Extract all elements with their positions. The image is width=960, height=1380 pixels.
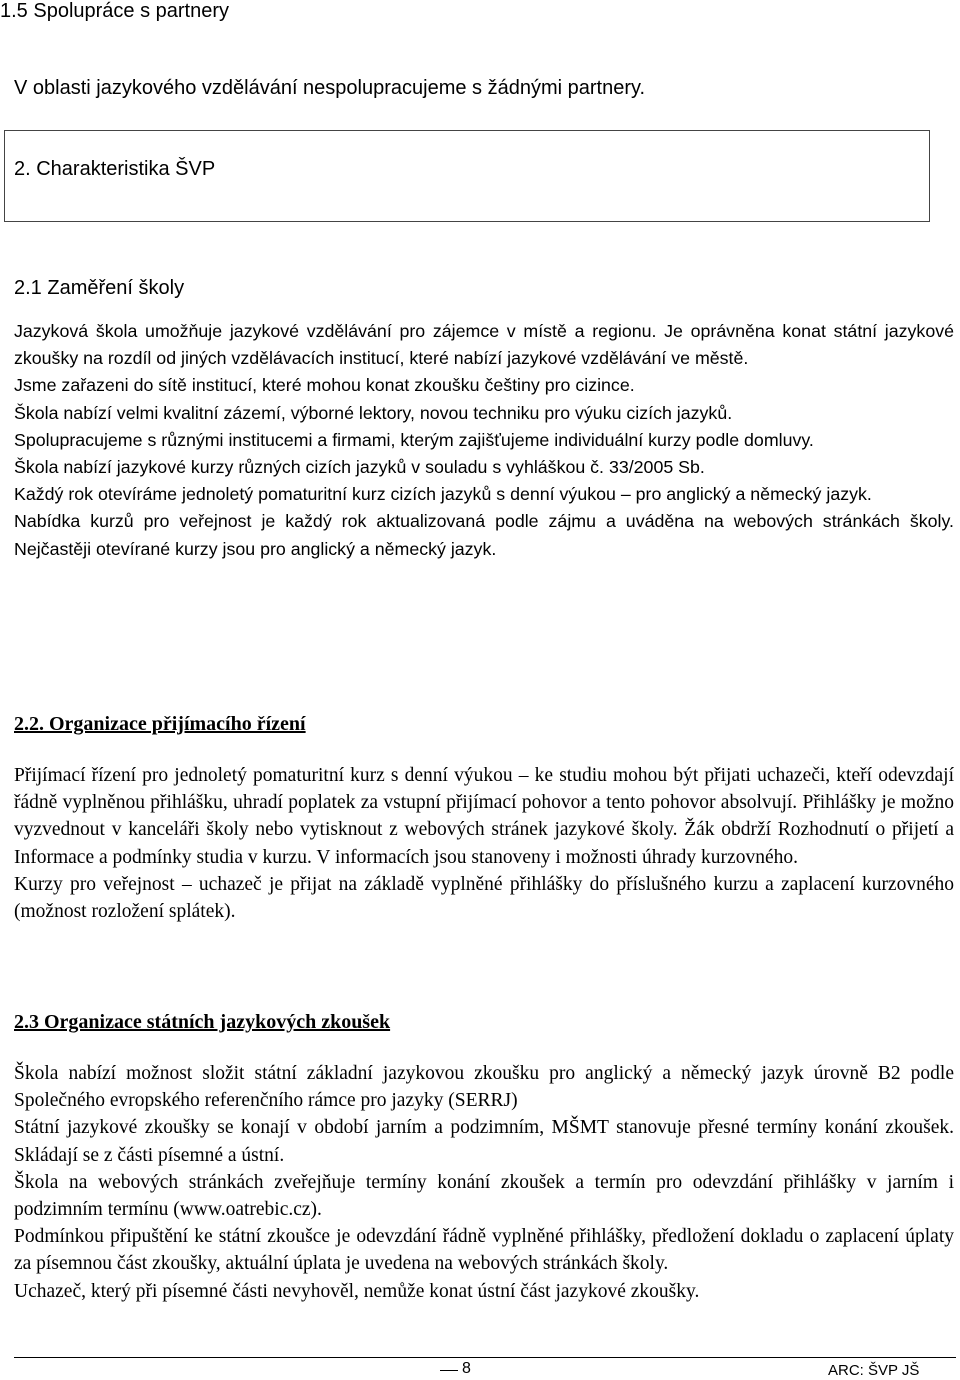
paragraph: Uchazeč, který při písemné části nevyhověl, nemůže konat ústní část jazykové zkoušky. <box>14 1280 700 1302</box>
section-heading-2-2: 2.2. Organizace přijímacího řízení <box>14 713 306 735</box>
paragraph: Státní jazykové zkoušky se konají v období jarním a podzimním, MŠMT stanovuje přesné termíny konání zkoušek. Skládají se z části písemné a ústní. <box>14 1117 954 1166</box>
section-heading-2-1: 2.1 Zaměření školy <box>14 277 185 299</box>
section-body-2-2 <box>14 762 954 925</box>
paragraph: Škola nabízí velmi kvalitní zázemí, výborné lektory, novou techniku pro výuku cizích jazyků. <box>14 402 733 423</box>
section-text-1-5: V oblasti jazykového vzdělávání nespolupracujeme s žádnými partnery. <box>14 77 646 99</box>
paragraph: Jsme zařazeni do sítě institucí, které mohou konat zkoušku češtiny pro cizince. <box>14 375 635 396</box>
paragraph: Podmínkou připuštění ke státní zkoušce je odevzdání řádně vyplněné přihlášky, předložení dokladu o zaplacení úplaty za písemnou část zkoušky, aktuální úplata je uvedena na webových stránkách školy. <box>14 1226 954 1275</box>
section-heading-1-5: 1.5 Spolupráce s partnery <box>0 0 230 22</box>
paragraph: Spolupracujeme s různými institucemi a firmami, kterým zajišťujeme individuální kurzy podle domluvy. <box>14 429 814 450</box>
paragraph: Přijímací řízení pro jednoletý pomaturitní kurz s denní výukou – ke studiu mohou být přijati uchazeči, kteří odevzdají řádně vyplněnou přihlášku, uhradí poplatek za vstupní přijímací pohovor a tento pohovor absolvují. Přihlášky je možno vyzvednout v kanceláři školy nebo vytisknout z webových stránek jazykové školy. Žák obdrží Rozhodnutí o přijetí a Informace a podmínky studia v kurzu. V informacích jsou stanoveny i možnosti úhrady kurzovného. <box>14 765 954 868</box>
paragraph: Škola nabízí možnost složit státní základní jazykovou zkoušku pro anglický a německý jazyk úrovně B2 podle Společného evropského referenčního rámce pro jazyky (SERRJ) <box>14 1063 954 1112</box>
section-body-2-1 <box>14 318 954 563</box>
paragraph: Škola na webových stránkách zveřejňuje termíny konání zkoušek a termín pro odevzdání přihlášky v jarním i podzimním termínu (www.oatrebic.cz). <box>14 1171 954 1221</box>
footer-rule <box>14 1357 956 1358</box>
page-number: 8 <box>462 1360 471 1377</box>
paragraph: Každý rok otevíráme jednoletý pomaturitní kurz cizích jazyků s denní výukou – pro anglický a německý jazyk. <box>14 484 872 505</box>
paragraph: Kurzy pro veřejnost – uchazeč je přijat na základě vyplněné přihlášky do příslušného kurzu a zaplacení kurzovného (možnost rozložení splátek). <box>14 873 954 923</box>
footer-label: ARC: ŠVP JŠ <box>828 1362 920 1379</box>
paragraph: Nabídka kurzů pro veřejnost je každý rok aktualizovaná podle zájmu a uváděna na webových stránkách školy. Nejčastěji otevírané kurzy jsou pro anglický a německý jazyk. <box>14 511 954 559</box>
section-heading-2-3: 2.3 Organizace státních jazykových zkoušek <box>14 1011 391 1033</box>
paragraph: Jazyková škola umožňuje jazykové vzdělávání pro zájemce v místě a regionu. Je oprávněna konat státní jazykové zkoušky na rozdíl od jiných vzdělávacích institucí, které nabízí jazykové vzdělávání ve městě. <box>14 321 954 369</box>
section-heading-2: 2. Charakteristika ŠVP <box>14 158 216 180</box>
section-body-2-3 <box>14 1060 954 1305</box>
footer-dash <box>440 1370 458 1371</box>
paragraph: Škola nabízí jazykové kurzy různých cizích jazyků v souladu s vyhláškou č. 33/2005 Sb. <box>14 457 705 478</box>
